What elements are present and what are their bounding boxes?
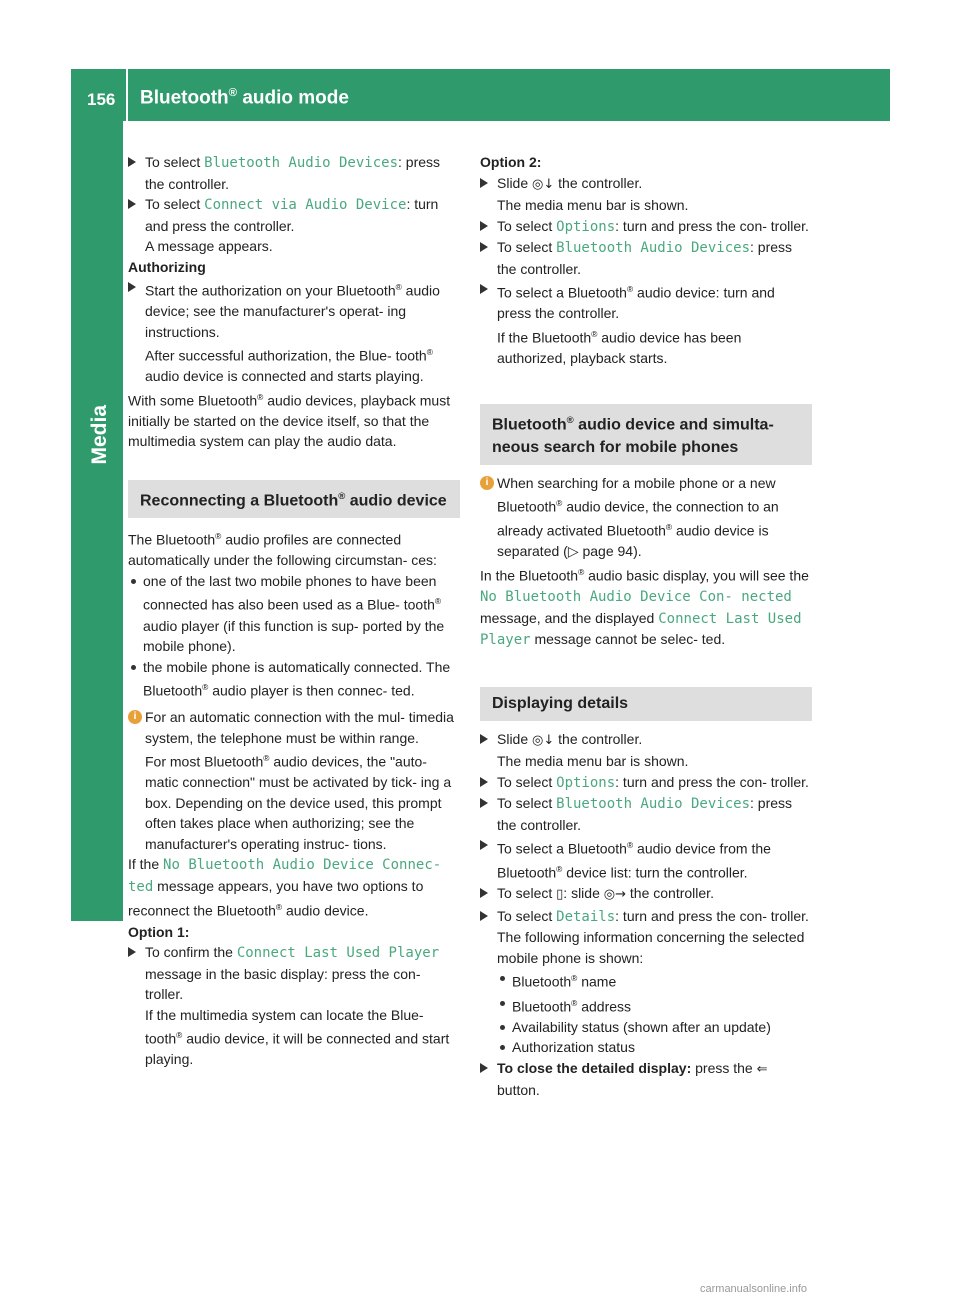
info-note: i For an automatic connection with the mul- timedia system, the telephone must be within range. For most Bluetooth® audio devices, the "auto- matic connection" must be activated by tick- ing a box. Depending on the device used, this prompt often takes place when authorizing; see the manufacturer's operating instruc- tions. [128, 707, 460, 854]
side-tab-label: Media [88, 405, 111, 465]
step: To select Bluetooth Audio Devices: press the controller. [480, 793, 812, 835]
bullet: Authorization status [497, 1037, 812, 1058]
step: To select a Bluetooth® audio device from the Bluetooth® device list: turn the controller. [480, 835, 812, 883]
info-icon: i [480, 476, 494, 490]
step: To close the detailed display: press the ⇐ button. [480, 1058, 812, 1101]
bullet: Bluetooth® address [497, 993, 812, 1017]
section-heading: Displaying details [480, 687, 812, 721]
step: To confirm the Connect Last Used Player message in the basic display: press the con- troller. If the multimedia system can locate the Blue- tooth® audio device, it will be connected and start playing. [128, 942, 460, 1070]
section-heading: Bluetooth® audio device and simulta- neous search for mobile phones [480, 404, 812, 464]
paragraph: In the Bluetooth® audio basic display, you will see the No Bluetooth Audio Device Con‑ nected message, and the displayed Connect Last Used Player message cannot be selec- ted. [480, 566, 809, 649]
step: Slide ◎↓ the controller. The media menu bar is shown. [480, 173, 812, 216]
step: Start the authorization on your Bluetooth® audio device; see the manufacturer's operat- ing instructions. After successful authorization, the Blue- tooth® audio device is connected and starts playing. [128, 277, 460, 387]
step: To select Details: turn and press the con- troller. The following information concerning the selected mobile phone is shown: [480, 906, 812, 969]
info-note: i When searching for a mobile phone or a new Bluetooth® audio device, the connection to an already activated Bluetooth® audio device is separated (▷ page 94). [480, 473, 812, 562]
subheading: Option 1: [128, 923, 190, 940]
step: To select Bluetooth Audio Devices: press the controller. [480, 237, 812, 279]
bullet: Availability status (shown after an update) [497, 1017, 812, 1038]
page-title: Bluetooth® audio mode [140, 87, 349, 109]
step: To select ▯: slide ◎→ the controller. [480, 883, 812, 906]
step: To select Options: turn and press the con- troller. [480, 216, 812, 238]
paragraph: The Bluetooth® audio profiles are connected automatically under the following circumstan- ces: [128, 531, 437, 569]
step: To select Options: turn and press the con- troller. [480, 772, 812, 794]
subheading: Authorizing [128, 258, 206, 275]
right-column [480, 152, 812, 1101]
section-heading: Reconnecting a Bluetooth® audio device [128, 480, 460, 518]
bullet: Bluetooth® name [497, 968, 812, 992]
paragraph: With some Bluetooth® audio devices, playback must initially be started on the device itself, so that the multimedia system can play the audio data. [128, 391, 451, 450]
step: To select Connect via Audio Device: turn and press the controller. A message appears. [128, 194, 460, 257]
step: To select a Bluetooth® audio device: turn and press the controller. If the Bluetooth® audio device has been authorized, playback starts. [480, 279, 812, 368]
paragraph: If the No Bluetooth Audio Device Connec‑ ted message appears, you have two options to reconnect the Bluetooth® audio device. [128, 856, 442, 920]
bullet: the mobile phone is automatically connected. The Bluetooth® audio player is then connec- ted. [128, 657, 460, 702]
step: Slide ◎↓ the controller. The media menu bar is shown. [480, 729, 812, 772]
header-divider [126, 69, 128, 121]
side-tab [71, 121, 123, 921]
info-icon: i [128, 710, 142, 724]
left-column [128, 152, 460, 1070]
bullet: one of the last two mobile phones to have been connected has also been used as a Blue- tooth® audio player (if this function is sup- ported by the mobile phone). [128, 571, 460, 657]
footer-watermark: carmanualsonline.info [700, 1283, 808, 1295]
page-number: 156 [87, 90, 116, 109]
subheading: Option 2: [480, 154, 542, 170]
step: To select Bluetooth Audio Devices: press the controller. [128, 152, 460, 194]
